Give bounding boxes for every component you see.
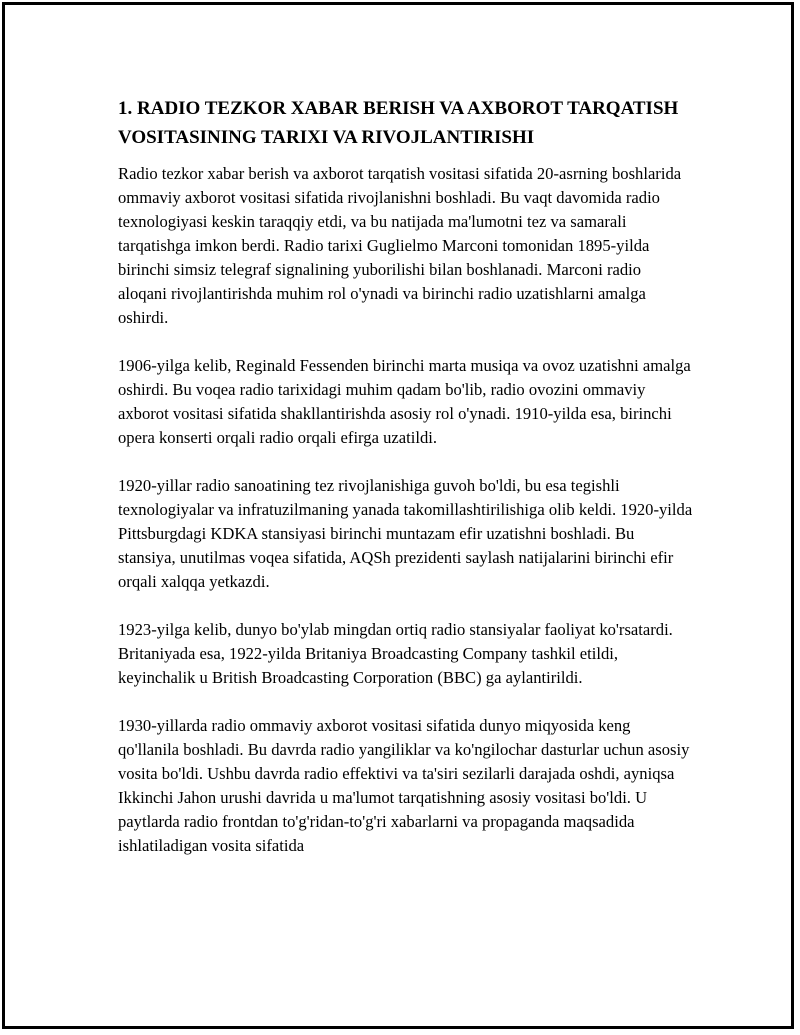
paragraph-2: 1906-yilga kelib, Reginald Fessenden birinchi marta musiqa va ovoz uzatishni amalga oshirdi. Bu voqea radio tarixidagi muhim qadam bo'lib, radio ovozini ommaviy axborot vositasi sifatida shakllantirishda asosiy rol o'ynadi. 1910-yilda esa, birinchi opera konserti orqali radio orqali efirga uzatildi. bbox=[118, 356, 691, 447]
paragraph-5: 1930-yillarda radio ommaviy axborot vositasi sifatida dunyo miqyosida keng qo'llanila boshladi. Bu davrda radio yangiliklar va ko'ngilochar dasturlar uchun asosiy vosita bo'ldi. Ushbu davrda radio effektivi va ta'siri sezilarli darajada oshdi, ayniqsa Ikkinchi Jahon urushi davrida u ma'lumot tarqatishning asosiy vositasi bo'ldi. U paytlarda radio frontdan to'g'ridan-to'g'ri xabarlarni va propaganda maqsadida ishlatiladigan vosita sifatida bbox=[118, 716, 690, 855]
section-heading: 1. RADIO TEZKOR XABAR BERISH VA AXBOROT TARQATISH VOSITASINING TARIXI VA RIVOJLANTIRISHI bbox=[118, 98, 679, 148]
document-body bbox=[118, 94, 693, 882]
paragraph-3: 1920-yillar radio sanoatining tez rivojlanishiga guvoh bo'ldi, bu esa tegishli texnologiyalar va infratuzilmaning yanada takomillashtirilishiga olib keldi. 1920-yilda Pittsburgdagi KDKA stansiyasi birinchi muntazam efir uzatishni boshladi. Bu stansiya, unutilmas voqea sifatida, AQSh prezidenti saylash natijalarini birinchi efir orqali xalqqa yetkazdi. bbox=[118, 476, 693, 591]
paragraph-1: Radio tezkor xabar berish va axborot tarqatish vositasi sifatida 20-asrning boshlarida ommaviy axborot vositasi sifatida rivojlanishni boshladi. Bu vaqt davomida radio texnologiyasi keskin taraqqiy etdi, va bu natijada ma'lumotni tez va samarali tarqatishga imkon berdi. Radio tarixi Guglielmo Marconi tomonidan 1895-yilda birinchi simsiz telegraf signalining yuborilishi bilan boshlanadi. Marconi radio aloqani rivojlantirishda muhim rol o'ynadi va birinchi radio uzatishlarni amalga oshirdi. bbox=[118, 164, 682, 327]
paragraph-4: 1923-yilga kelib, dunyo bo'ylab mingdan ortiq radio stansiyalar faoliyat ko'rsatardi. Britaniyada esa, 1922-yilda Britaniya Broadcasting Company tashkil etildi, keyinchalik u British Broadcasting Corporation (BBC) ga aylantirildi. bbox=[118, 620, 673, 687]
